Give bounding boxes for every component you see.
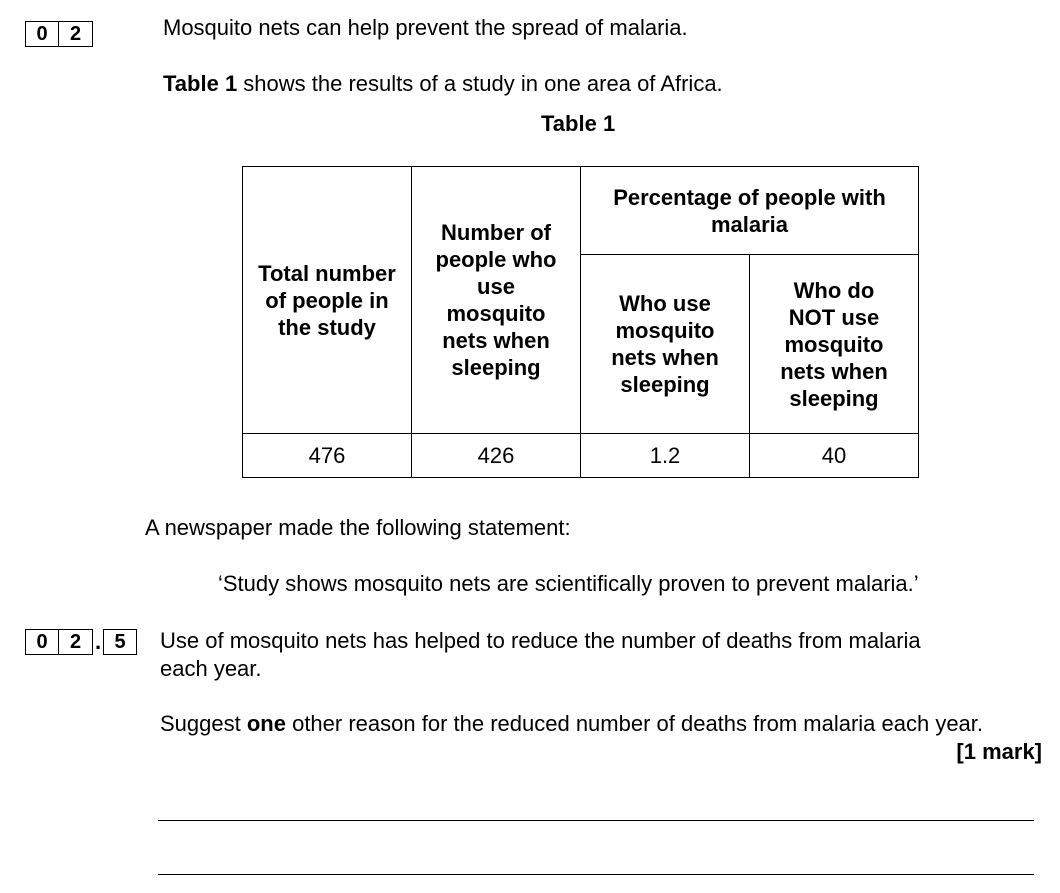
suggest-pre: Suggest bbox=[160, 711, 247, 736]
suggest-instruction bbox=[160, 710, 983, 738]
header-percentage-group: Percentage of people with malaria bbox=[581, 167, 919, 255]
question-digit-1: 0 bbox=[25, 21, 59, 47]
table-intro bbox=[163, 70, 723, 98]
answer-line-2[interactable] bbox=[158, 874, 1034, 875]
suggest-post: other reason for the reduced number of deaths from malaria each year. bbox=[285, 711, 984, 736]
subquestion-text-line1: Use of mosquito nets has helped to reduce the number of deaths from malaria bbox=[160, 628, 921, 653]
table-intro-bold: Table 1 bbox=[163, 71, 238, 96]
answer-line-1[interactable] bbox=[158, 820, 1034, 821]
marks-label: [1 mark] bbox=[956, 739, 1042, 764]
suggest-bold: one bbox=[246, 711, 286, 736]
subquestion-text-line2: each year. bbox=[160, 656, 262, 681]
header-who-not-use: Who do NOT use mosquito nets when sleeping bbox=[750, 255, 919, 434]
header-who-use: Who use mosquito nets when sleeping bbox=[581, 255, 750, 434]
newspaper-quote: ‘Study shows mosquito nets are scientifically proven to prevent malaria.’ bbox=[218, 571, 919, 596]
results-table bbox=[242, 166, 919, 478]
cell-total: 476 bbox=[243, 434, 412, 478]
subquestion-digit-1: 0 bbox=[25, 629, 59, 655]
subquestion-digit-2: 2 bbox=[59, 629, 93, 655]
table-intro-rest: shows the results of a study in one area of Africa. bbox=[237, 71, 723, 96]
subquestion-number-box bbox=[25, 629, 137, 655]
subquestion-part-digit: 5 bbox=[103, 629, 137, 655]
question-digit-2: 2 bbox=[59, 21, 93, 47]
newspaper-lead: A newspaper made the following statement: bbox=[145, 515, 571, 540]
table-title: Table 1 bbox=[541, 111, 616, 136]
header-use-nets: Number of people who use mosquito nets when sleeping bbox=[412, 167, 581, 434]
subquestion-separator: . bbox=[94, 629, 102, 654]
cell-pct-not-use: 40 bbox=[750, 434, 919, 478]
question-number-box bbox=[25, 21, 93, 47]
question-intro: Mosquito nets can help prevent the spread of malaria. bbox=[163, 15, 688, 40]
cell-pct-use: 1.2 bbox=[581, 434, 750, 478]
cell-use-nets: 426 bbox=[412, 434, 581, 478]
header-total: Total number of people in the study bbox=[243, 167, 412, 434]
